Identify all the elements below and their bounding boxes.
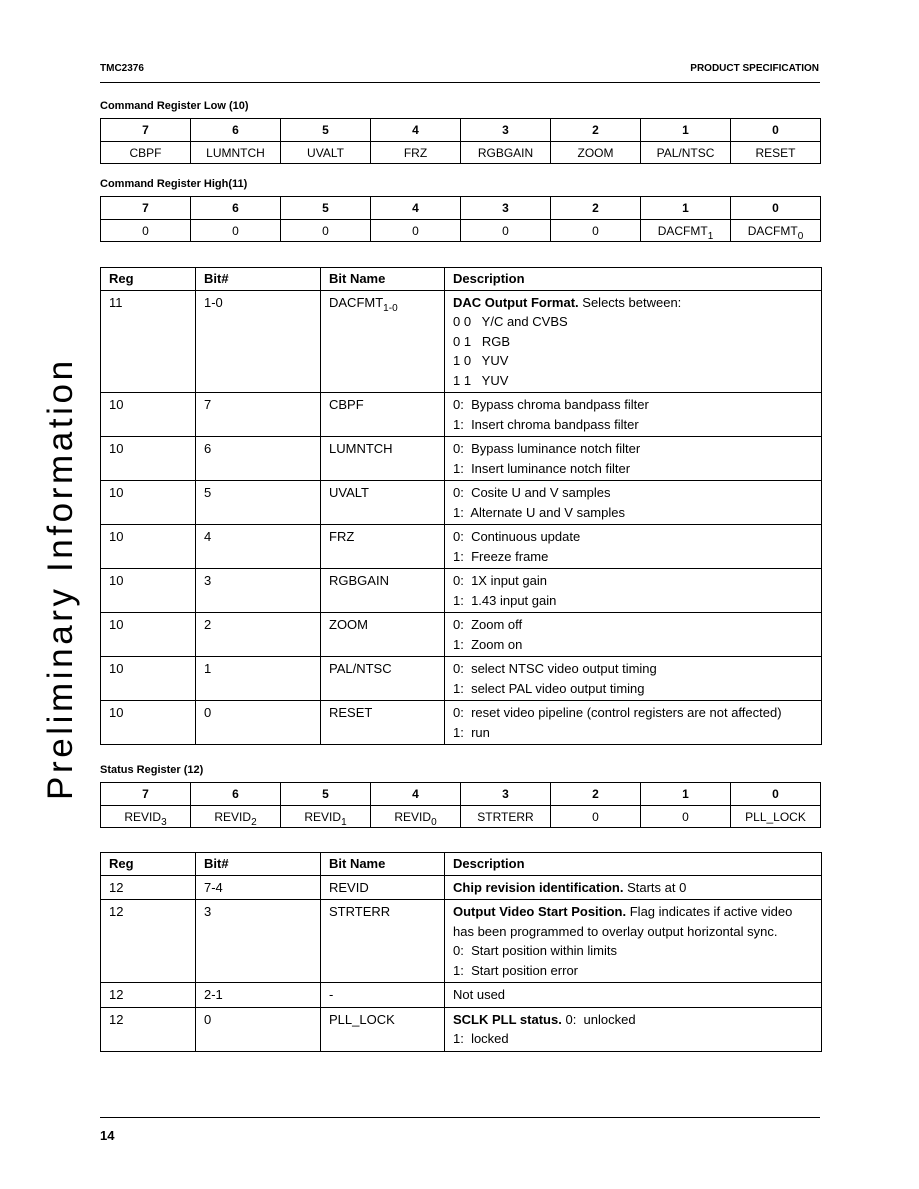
status-register-table — [100, 782, 821, 828]
cell-bit-name — [321, 437, 445, 481]
bit-value: RGBGAIN — [461, 142, 551, 164]
description-text: 0: select NTSC video output timing — [453, 661, 657, 676]
bit-name-text: LUMNTCH — [329, 441, 393, 456]
description-text: 1: 1.43 input gain — [453, 592, 557, 608]
status-caption: Status Register (12) — [100, 764, 204, 776]
bit-value: PLL_LOCK — [731, 806, 821, 828]
col-header-bit: Bit# — [196, 268, 321, 291]
description-text: 0: unlocked — [565, 1011, 636, 1027]
description-text: 0 1 RGB — [453, 333, 511, 349]
cell-description — [445, 701, 822, 745]
cell-description — [445, 1007, 822, 1051]
table-row — [101, 613, 822, 657]
bit-value-dacfmt0 — [731, 220, 821, 242]
cell-reg: 10 — [101, 393, 196, 437]
description-text: 0: Start position within limits — [453, 943, 618, 958]
page-number: 14 — [100, 1128, 115, 1143]
cmd-low-caption: Command Register Low (10) — [100, 100, 249, 112]
bit-value: FRZ — [371, 142, 461, 164]
description-line — [453, 395, 813, 415]
description-text: 0: Bypass chroma bandpass filter — [453, 397, 649, 412]
description-text: 0 0 Y/C and CVBS — [453, 314, 568, 329]
bit-value: RESET — [731, 142, 821, 164]
description-line — [453, 483, 813, 503]
bit-header: 2 — [551, 783, 641, 806]
bit-value-text: REVID — [304, 809, 342, 824]
col-header-reg: Reg — [101, 853, 196, 876]
cell-description — [445, 900, 822, 983]
cell-bit: 7 — [196, 393, 321, 437]
description-line — [453, 659, 813, 679]
bit-value: 0 — [461, 220, 551, 242]
bit-header: 2 — [551, 119, 641, 142]
cell-description — [445, 481, 822, 525]
bit-value-text: DACFMT — [657, 223, 708, 238]
col-header-description: Description — [445, 853, 822, 876]
table-row — [101, 290, 822, 393]
description-line — [453, 635, 813, 655]
bit-value-revid2 — [191, 806, 281, 828]
bit-name-text: ZOOM — [329, 617, 368, 632]
bit-header: 4 — [371, 783, 461, 806]
description-title: SCLK PLL status. — [453, 1011, 562, 1027]
bit-header: 0 — [731, 119, 821, 142]
description-line — [453, 615, 813, 635]
description-text: 1: Freeze frame — [453, 548, 549, 564]
bit-header: 7 — [101, 197, 191, 220]
table-row — [101, 437, 822, 481]
cell-bit-name — [321, 525, 445, 569]
bit-name-subscript: 1-0 — [383, 302, 398, 314]
table-row — [101, 481, 822, 525]
bit-value: ZOOM — [551, 142, 641, 164]
bit-value-dacfmt1 — [641, 220, 731, 242]
cell-reg: 10 — [101, 569, 196, 613]
description-line — [453, 902, 813, 941]
cell-bit: 1 — [196, 657, 321, 701]
cell-reg: 10 — [101, 613, 196, 657]
col-header-bit-name: Bit Name — [321, 268, 445, 291]
bit-value-text: REVID — [214, 809, 252, 824]
bit-value: 0 — [551, 220, 641, 242]
cell-bit: 0 — [196, 701, 321, 745]
cmd-high-caption: Command Register High(11) — [100, 178, 248, 190]
description-line — [453, 723, 813, 743]
description-text: 0: 1X input gain — [453, 573, 547, 588]
bit-value: CBPF — [101, 142, 191, 164]
description-line — [453, 878, 813, 898]
bit-name-text: UVALT — [329, 485, 369, 500]
bit-header: 2 — [551, 197, 641, 220]
description-text: 0: Continuous update — [453, 529, 581, 544]
description-line — [453, 547, 813, 567]
cell-description — [445, 875, 822, 900]
status-bit-description-table — [100, 852, 822, 1052]
bit-header: 1 — [641, 783, 731, 806]
bit-header: 6 — [191, 197, 281, 220]
table-row — [101, 569, 822, 613]
cell-bit-name — [321, 1007, 445, 1051]
description-line — [453, 1010, 813, 1030]
bit-header: 0 — [731, 783, 821, 806]
cell-bit-name — [321, 657, 445, 701]
bit-value: LUMNTCH — [191, 142, 281, 164]
cell-reg: 12 — [101, 983, 196, 1008]
cell-bit-name — [321, 983, 445, 1008]
cell-description — [445, 613, 822, 657]
bit-value: UVALT — [281, 142, 371, 164]
bit-value: PAL/NTSC — [641, 142, 731, 164]
cell-bit-name — [321, 875, 445, 900]
cell-bit: 4 — [196, 525, 321, 569]
cell-bit-name — [321, 481, 445, 525]
bit-name-text: REVID — [329, 879, 369, 895]
bit-value: 0 — [281, 220, 371, 242]
description-text: 0: Cosite U and V samples — [453, 485, 611, 500]
description-text: Flag indicates if active video has been programmed to overlay output horizontal sync. — [453, 904, 793, 939]
description-text: 1: locked — [453, 1031, 509, 1046]
col-header-bit: Bit# — [196, 853, 321, 876]
table-row — [101, 900, 822, 983]
description-line — [453, 371, 813, 391]
table-row — [101, 875, 822, 900]
bit-name-text: PLL_LOCK — [329, 1011, 395, 1027]
cell-reg: 10 — [101, 657, 196, 701]
cell-bit: 1-0 — [196, 290, 321, 393]
description-text: 1: Start position error — [453, 962, 578, 978]
bit-value: 0 — [641, 806, 731, 828]
cell-bit-name — [321, 569, 445, 613]
description-line — [453, 985, 813, 1005]
description-text: Starts at 0 — [627, 879, 687, 895]
cell-bit: 2-1 — [196, 983, 321, 1008]
bit-header: 3 — [461, 783, 551, 806]
cell-reg: 12 — [101, 875, 196, 900]
description-text: Not used — [453, 987, 506, 1002]
description-line — [453, 591, 813, 611]
cell-bit-name — [321, 290, 445, 393]
cell-bit-name — [321, 393, 445, 437]
cell-reg: 12 — [101, 1007, 196, 1051]
description-text: 0: reset video pipeline (control registers are not affected) — [453, 705, 782, 720]
bit-header: 5 — [281, 783, 371, 806]
bit-subscript: 0 — [431, 816, 437, 828]
bit-subscript: 1 — [707, 230, 714, 242]
cell-bit-name — [321, 701, 445, 745]
description-text: 1: select PAL video output timing — [453, 680, 645, 696]
bit-header: 3 — [461, 119, 551, 142]
bit-value: 0 — [371, 220, 461, 242]
bit-value: 0 — [101, 220, 191, 242]
bit-value-text: REVID — [124, 809, 162, 824]
cell-reg: 10 — [101, 525, 196, 569]
cell-bit-name — [321, 900, 445, 983]
bit-header: 5 — [281, 197, 371, 220]
description-line — [453, 961, 813, 981]
cmd-low-register-table — [100, 118, 821, 164]
cell-bit: 2 — [196, 613, 321, 657]
description-line — [453, 293, 813, 313]
bit-name-text: DACFMT — [329, 294, 384, 310]
bit-name-text: FRZ — [329, 529, 355, 544]
bit-header: 6 — [191, 783, 281, 806]
bit-name-text: - — [329, 987, 334, 1002]
description-line — [453, 351, 813, 371]
bit-header: 6 — [191, 119, 281, 142]
bit-header: 3 — [461, 197, 551, 220]
bit-value: STRTERR — [461, 806, 551, 828]
cell-bit: 7-4 — [196, 875, 321, 900]
bit-name-text: CBPF — [329, 397, 364, 412]
description-text: Selects between: — [582, 294, 682, 310]
col-header-description: Description — [445, 268, 822, 291]
bit-header: 4 — [371, 197, 461, 220]
description-line — [453, 459, 813, 479]
description-text: 1 0 YUV — [453, 353, 509, 368]
cell-bit: 5 — [196, 481, 321, 525]
table-row — [101, 1007, 822, 1051]
bit-name-text: RGBGAIN — [329, 573, 389, 588]
description-line — [453, 527, 813, 547]
col-header-reg: Reg — [101, 268, 196, 291]
cell-description — [445, 525, 822, 569]
cell-bit: 0 — [196, 1007, 321, 1051]
bit-value-revid1 — [281, 806, 371, 828]
description-text: 1: Alternate U and V samples — [453, 504, 625, 520]
cell-bit-name — [321, 613, 445, 657]
bit-header: 4 — [371, 119, 461, 142]
bit-header: 1 — [641, 119, 731, 142]
description-text: 0: Bypass luminance notch filter — [453, 441, 641, 456]
description-text: 1: Insert chroma bandpass filter — [453, 416, 639, 432]
description-title: DAC Output Format. — [453, 294, 579, 310]
bit-value: 0 — [551, 806, 641, 828]
description-line — [453, 571, 813, 591]
bit-subscript: 2 — [251, 816, 257, 828]
description-line — [453, 503, 813, 523]
description-text: 1: Zoom on — [453, 636, 523, 652]
table-row — [101, 701, 822, 745]
cell-bit: 3 — [196, 900, 321, 983]
bit-value-revid3 — [101, 806, 191, 828]
bit-header: 1 — [641, 197, 731, 220]
cell-reg: 10 — [101, 437, 196, 481]
description-title: Output Video Start Position. — [453, 904, 627, 919]
cell-description — [445, 657, 822, 701]
description-text: 1: run — [453, 724, 490, 740]
description-line — [453, 1029, 813, 1049]
cell-reg: 10 — [101, 481, 196, 525]
table-row — [101, 525, 822, 569]
cell-bit: 3 — [196, 569, 321, 613]
bit-value-text: REVID — [394, 809, 432, 824]
bit-header: 0 — [731, 197, 821, 220]
command-bit-description-table — [100, 267, 822, 745]
cell-description — [445, 393, 822, 437]
bit-header: 7 — [101, 783, 191, 806]
description-line — [453, 439, 813, 459]
bit-subscript: 1 — [341, 816, 347, 828]
header-rule — [100, 82, 820, 83]
description-text: 0: Zoom off — [453, 617, 523, 632]
bit-subscript: 0 — [797, 230, 804, 242]
bit-value-text: DACFMT — [747, 223, 798, 238]
cell-description — [445, 983, 822, 1008]
bit-header: 5 — [281, 119, 371, 142]
bit-value: 0 — [191, 220, 281, 242]
table-row — [101, 393, 822, 437]
description-line — [453, 941, 813, 961]
bit-value-revid0 — [371, 806, 461, 828]
description-text: 1: Insert luminance notch filter — [453, 460, 631, 476]
bit-name-text: STRTERR — [329, 904, 391, 919]
header-doc-id: TMC2376 — [100, 63, 144, 74]
cell-bit: 6 — [196, 437, 321, 481]
description-line — [453, 312, 813, 332]
bit-subscript: 3 — [161, 816, 167, 828]
preliminary-watermark: Preliminary Information — [41, 357, 80, 800]
description-line — [453, 703, 813, 723]
cell-description — [445, 569, 822, 613]
cell-reg: 12 — [101, 900, 196, 983]
bit-header: 7 — [101, 119, 191, 142]
cell-reg: 10 — [101, 701, 196, 745]
description-text: 1 1 YUV — [453, 372, 509, 388]
bit-name-text: RESET — [329, 705, 373, 720]
description-line — [453, 415, 813, 435]
table-row — [101, 983, 822, 1008]
table-row — [101, 657, 822, 701]
cell-description — [445, 437, 822, 481]
header-doc-type: PRODUCT SPECIFICATION — [690, 63, 819, 74]
description-title: Chip revision identification. — [453, 879, 624, 895]
footer-rule — [100, 1117, 820, 1118]
col-header-bit-name: Bit Name — [321, 853, 445, 876]
cell-description — [445, 290, 822, 393]
description-line — [453, 332, 813, 352]
bit-name-text: PAL/NTSC — [329, 661, 392, 676]
cell-reg: 11 — [101, 290, 196, 393]
description-line — [453, 679, 813, 699]
cmd-high-register-table — [100, 196, 821, 242]
